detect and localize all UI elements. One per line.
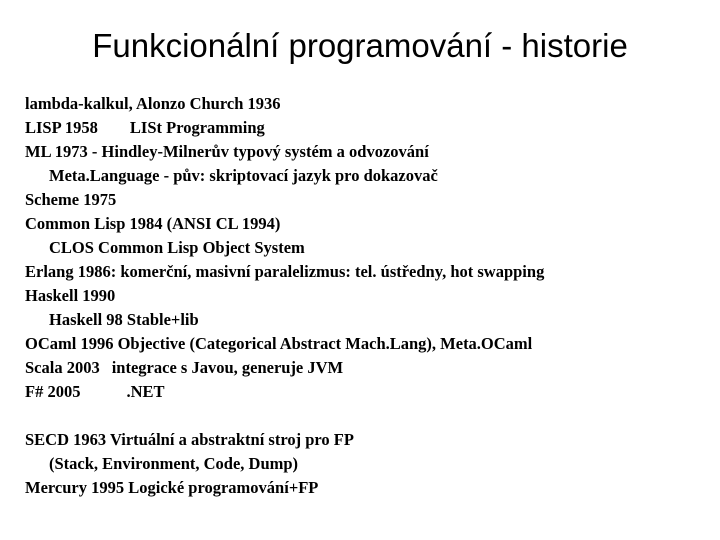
fsharp-description: .NET [126,382,165,401]
history-subitem-ml-meta: Meta.Language - pův: skriptovací jazyk pro dokazovač [49,166,438,185]
scala-year: Scala 2003 [25,358,100,377]
machine-item-secd: SECD 1963 Virtuální a abstraktní stroj pro FP [25,430,354,449]
history-subitem-haskell98: Haskell 98 Stable+lib [49,310,199,329]
machine-item-mercury: Mercury 1995 Logické programování+FP [25,478,319,497]
fsharp-year: F# 2005 [25,382,81,401]
history-item-ml: ML 1973 - Hindley-Milnerův typový systém a odvozování [25,142,429,161]
history-item-fsharp [25,380,705,404]
lisp-description: LISt Programming [129,118,265,137]
history-item-scheme: Scheme 1975 [25,190,117,209]
history-item-lisp [25,116,705,140]
lisp-year: LISP 1958 [25,118,98,137]
scala-description: integrace s Javou, generuje JVM [111,358,344,377]
history-subitem-clos: CLOS Common Lisp Object System [49,238,305,257]
history-item-lambda: lambda-kalkul, Alonzo Church 1936 [25,94,281,113]
history-item-haskell: Haskell 1990 [25,286,116,305]
history-item-common-lisp: Common Lisp 1984 (ANSI CL 1994) [25,214,281,233]
machine-subitem-secd-detail: (Stack, Environment, Code, Dump) [49,454,299,473]
slide-title: Funkcionální programování - historie [92,27,628,64]
history-list [25,92,705,500]
history-item-erlang: Erlang 1986: komerční, masivní paralelizmus: tel. ústředny, hot swapping [25,262,545,281]
history-item-ocaml: OCaml 1996 Objective (Categorical Abstract Mach.Lang), Meta.OCaml [25,334,533,353]
section-gap [25,404,705,428]
history-item-scala [25,356,705,380]
